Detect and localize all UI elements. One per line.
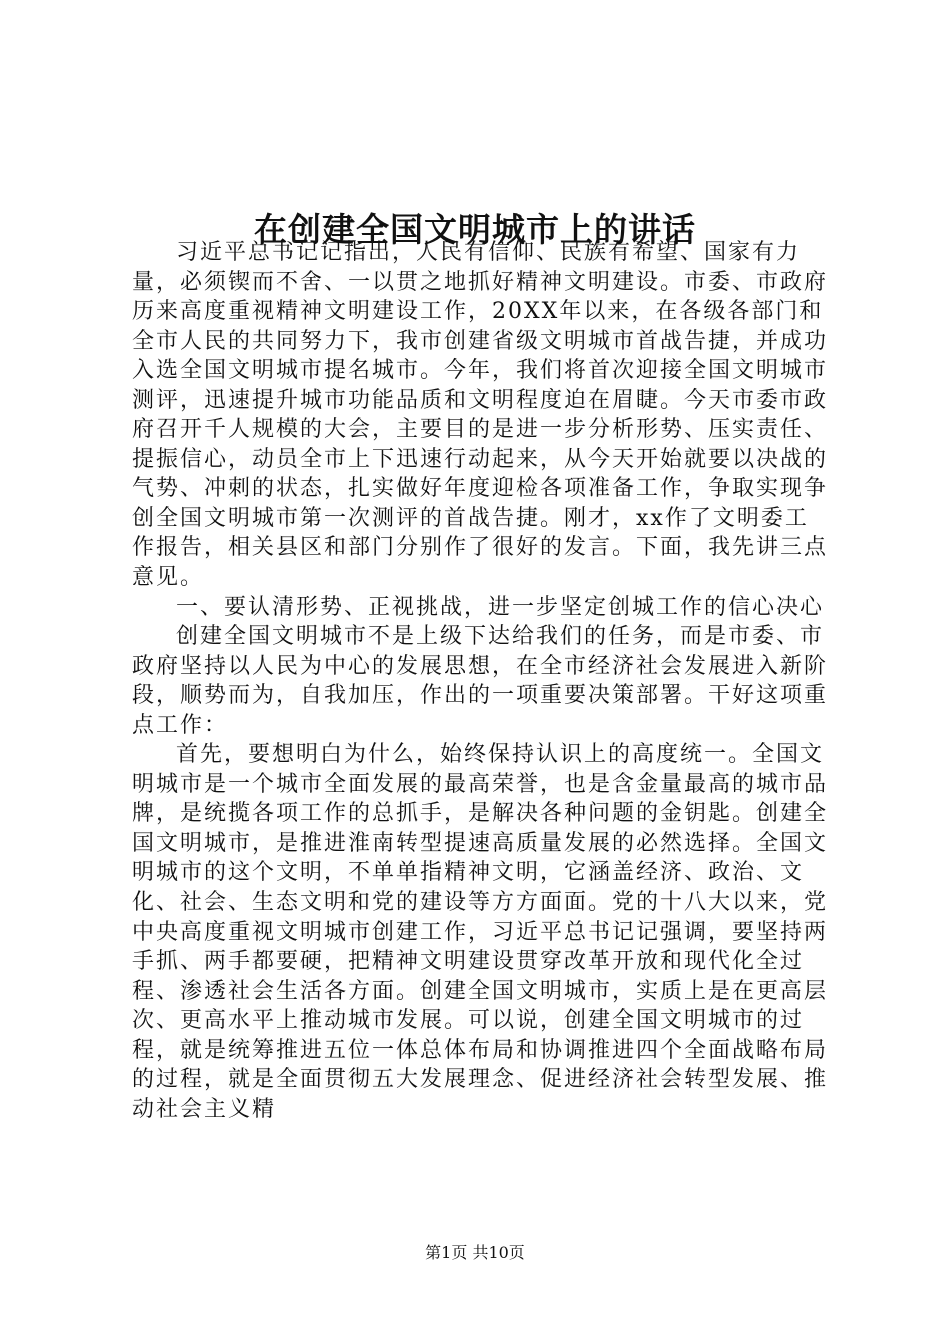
paragraph-first-point: 首先，要想明白为什么，始终保持认识上的高度统一。全国文明城市是一个城市全面发展的最高荣誉，也是含金量最高的城市品牌，是统揽各项工作的总抓手，是解决各种问题的金钥匙。创建全国文明城市，是推进淮南转型提速高质量发展的必然选择。全国文明城市的这个文明，不单单指精神文明，它涵盖经济、政治、文化、社会、生态文明和党的建设等方方面面。党的十八大以来，党中央高度重视文明城市创建工作，习近平总书记记强调，要坚持两手抓、两手都要硬，把精神文明建设贯穿改革开放和现代化全过程、渗透社会生活各方面。创建全国文明城市，实质上是在更高层次、更高水平上推动城市发展。可以说，创建全国文明城市的过程，就是统筹推进五位一体总体布局和协调推进四个全面战略布局的过程，就是全面贯彻五大发展理念、促进经济社会转型发展、推动社会主义精 xyxy=(132,742,829,1122)
document-title: 在创建全国文明城市上的讲话 xyxy=(254,210,696,250)
paragraph-intro: 习近平总书记记指出，人民有信仰、民族有希望、国家有力量，必须锲而不舍、一以贯之地抓好精神文明建设。市委、市政府历来高度重视精神文明建设工作，20XX年以来，在各级各部门和全市人民的共同努力下，我市创建省级文明城市首战告捷，并成功入选全国文明城市提名城市。今年，我们将首次迎接全国文明城市测评，迅速提升城市功能品质和文明程度迫在眉睫。今天市委市政府召开千人规模的大会，主要目的是进一步分析形势、压实责任、提振信心，动员全市上下迅速行动起来，从今天开始就要以决战的气势、冲刺的状态，扎实做好年度迎检各项准备工作，争取实现争创全国文明城市第一次测评的首战告捷。刚才，xx作了文明委工作报告，相关县区和部门分别作了很好的发言。下面，我先讲三点意见。 xyxy=(132,240,829,591)
section-heading-one: 一、要认清形势、正视挑战，进一步坚定创城工作的信心决心 xyxy=(176,594,825,620)
paragraph-section-one: 创建全国文明城市不是上级下达给我们的任务，而是市委、市政府坚持以人民为中心的发展思想，在全市经济社会发展进入新阶段，顺势而为，自我加压，作出的一项重要决策部署。干好这项重点工作： xyxy=(132,624,829,738)
document-body xyxy=(132,238,832,1124)
page-indicator: 第1页 共10页 xyxy=(425,1243,525,1262)
